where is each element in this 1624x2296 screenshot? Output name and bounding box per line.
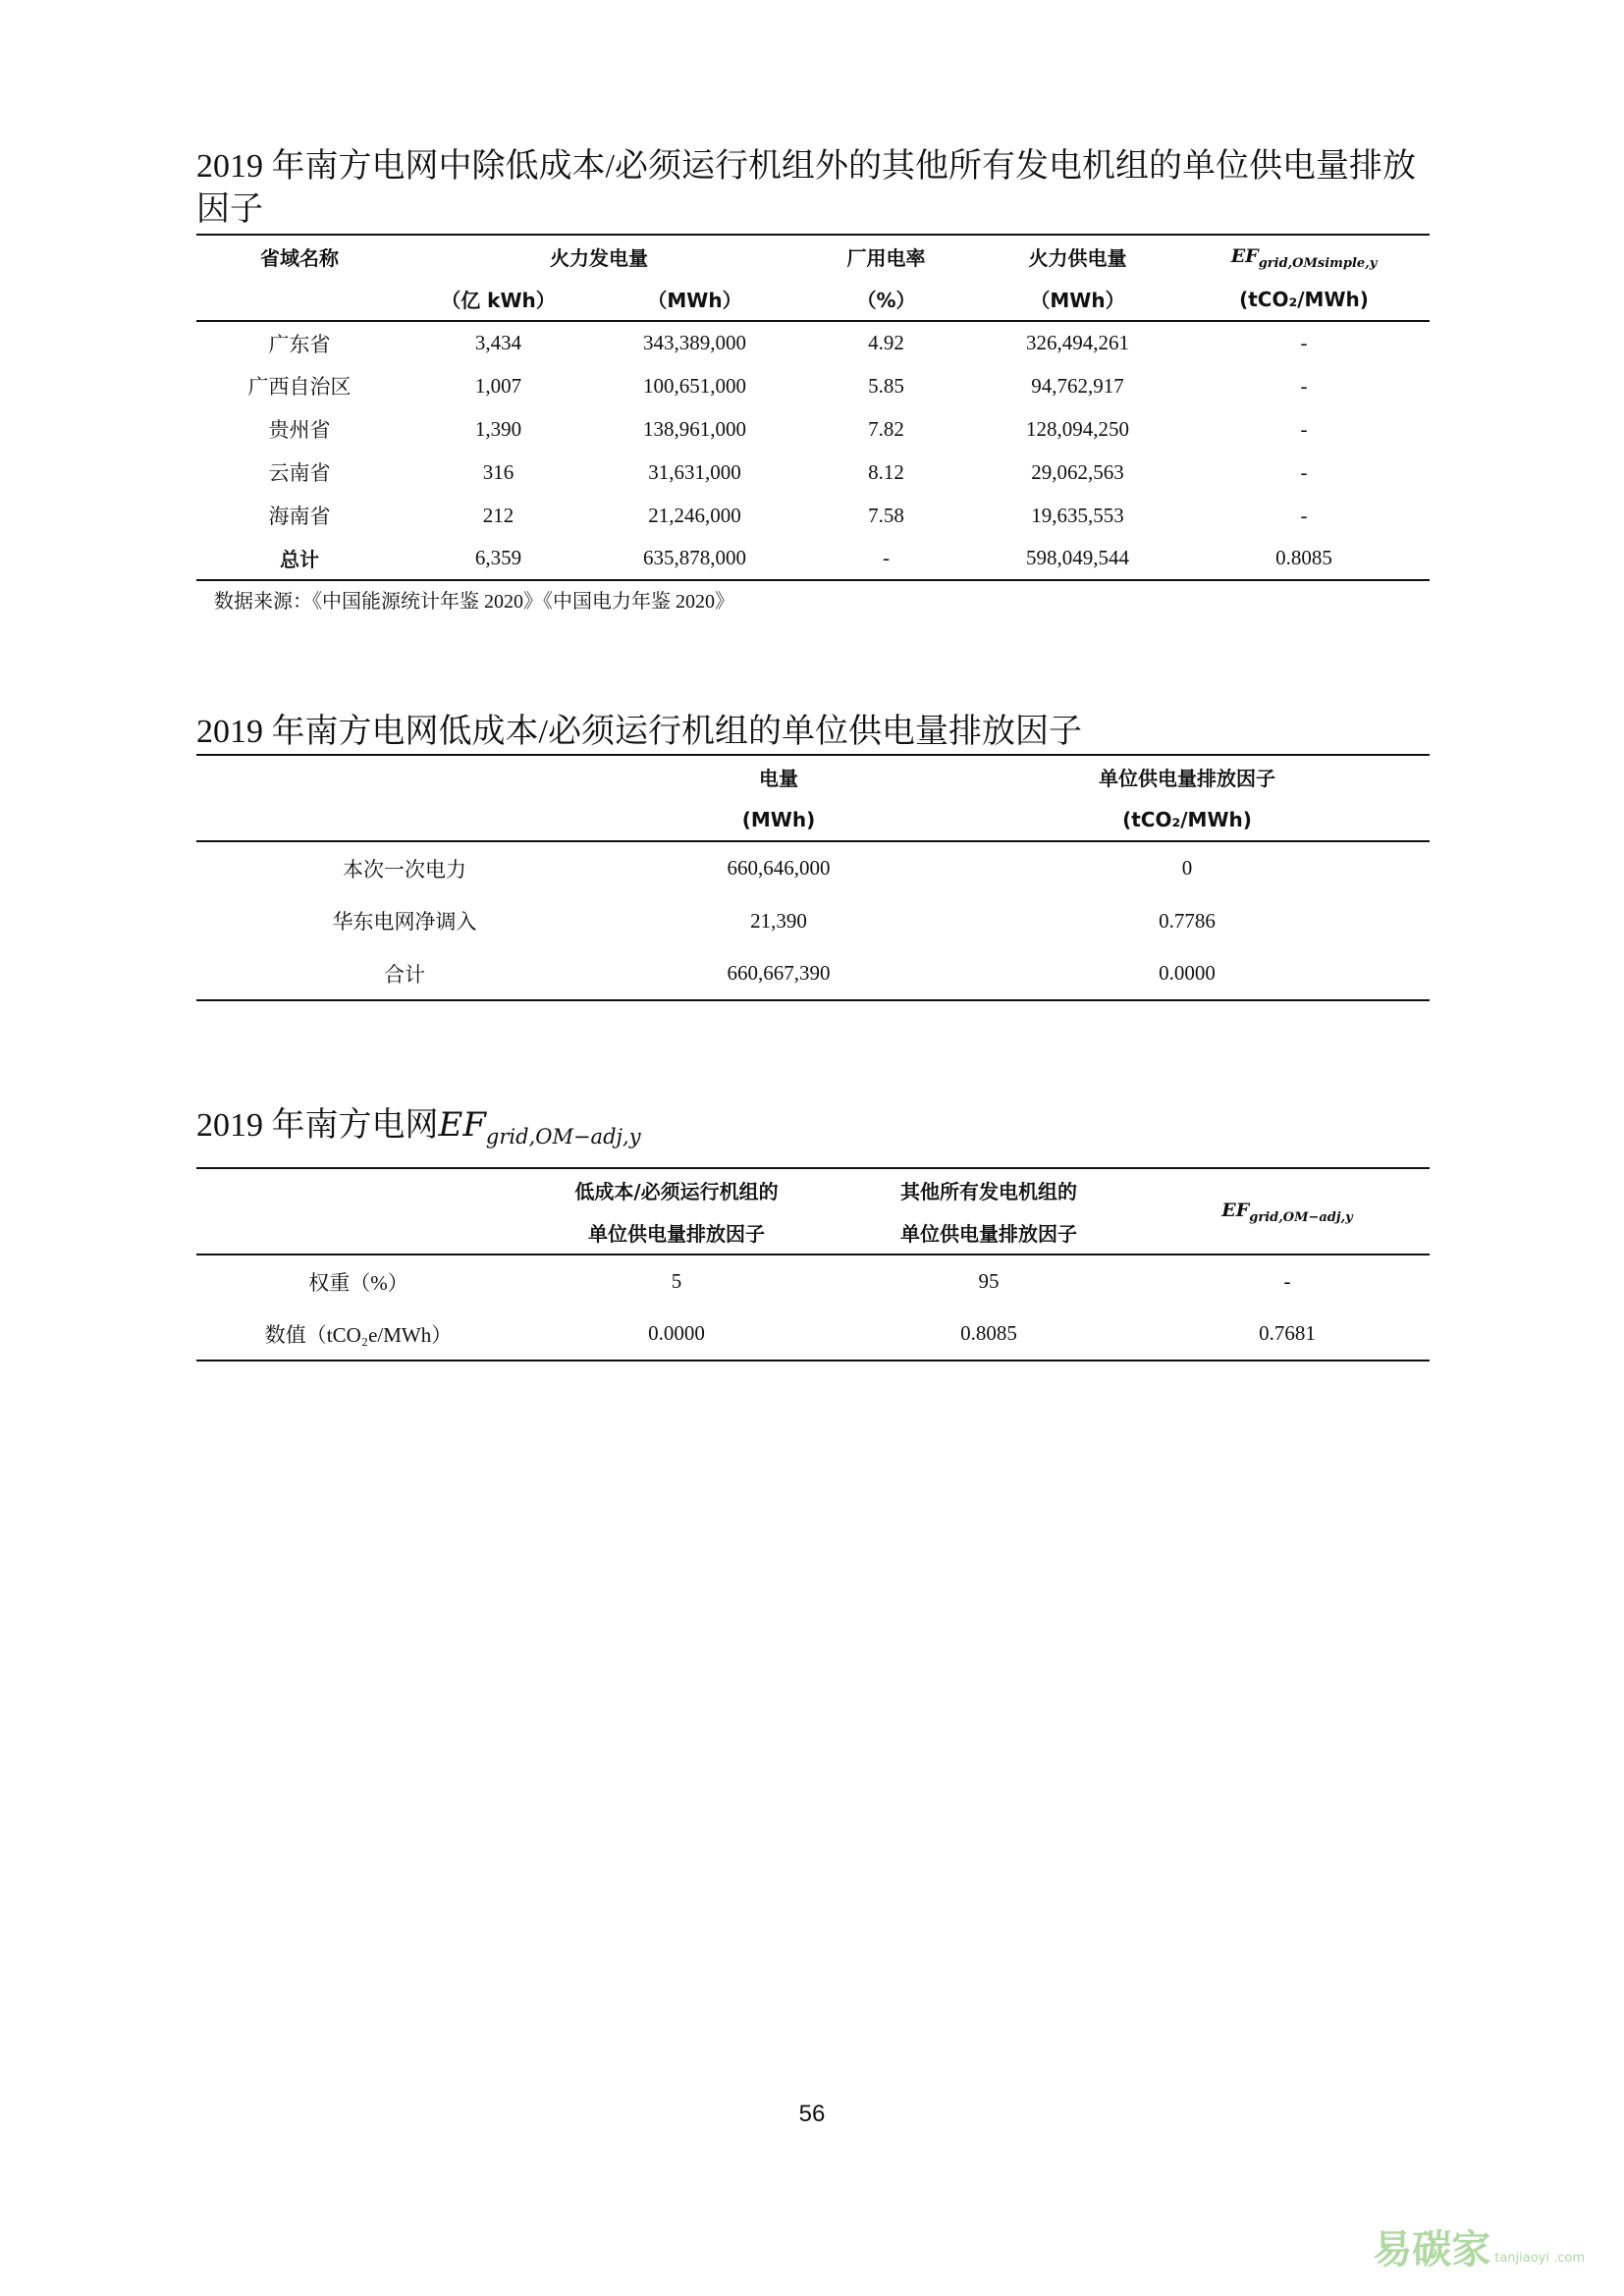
table1 xyxy=(196,234,1430,581)
watermark-domain: tanjiaoyi .com xyxy=(1494,2251,1585,2266)
th-ef-om-adj: $EF_{grid,OM-adj,y}$ xyxy=(1145,1168,1430,1255)
table3-title: 2019 年南方电网$EF_{grid,OM-adj,y}$ xyxy=(196,1105,641,1148)
cell-rate: 8.12 xyxy=(868,459,904,484)
table-row xyxy=(196,947,1430,1000)
table-row xyxy=(196,451,1430,494)
cell-supply: 598,049,544 xyxy=(1026,546,1129,569)
cell-name: 本次一次电力 xyxy=(343,857,466,881)
cell-name: 数值（tCO₂e/MWh） xyxy=(264,1322,453,1347)
th-ef-unit: (tCO₂/MWh) xyxy=(1122,807,1252,831)
cell-ef: 0 xyxy=(1181,856,1193,880)
th-unit-supply: （MWh） xyxy=(1030,289,1125,312)
cell-c2: 95 xyxy=(978,1269,1000,1293)
cell-name: 广东省 xyxy=(268,332,331,356)
cell-gen-yi: 3,434 xyxy=(474,331,522,354)
cell-gen-mwh: 100,651,000 xyxy=(643,373,746,398)
th-thermal-gen: 火力发电量 xyxy=(550,246,648,270)
cell-c3: 0.7681 xyxy=(1259,1321,1316,1345)
cell-gen-mwh: 21,246,000 xyxy=(648,503,741,527)
cell-name: 广西自治区 xyxy=(247,375,352,399)
cell-name: 总计 xyxy=(280,548,319,571)
page-number: 56 xyxy=(798,2101,826,2127)
th-ef: $EF_{grid,OMsimple,y}$ xyxy=(1230,244,1378,271)
cell-name: 权重（%） xyxy=(308,1270,408,1295)
th-power-unit: (MWh) xyxy=(741,807,816,831)
cell-gen-mwh: 138,961,000 xyxy=(643,416,746,441)
cell-name: 华东电网净调入 xyxy=(332,910,477,934)
cell-gen-yi: 6,359 xyxy=(474,546,522,569)
table-row xyxy=(196,364,1430,407)
cell-ef: - xyxy=(1300,459,1308,484)
table1-source-note: 数据来源：《中国能源统计年鉴 2020》《中国电力年鉴 2020》 xyxy=(214,591,734,613)
cell-c1: 0.0000 xyxy=(648,1321,705,1345)
table1-title: 2019 年南方电网中除低成本/必须运行机组外的其他所有发电机组的单位供电量排放因子 xyxy=(196,148,1416,228)
th-unit-rate: （%） xyxy=(856,289,916,312)
cell-supply: 128,094,250 xyxy=(1026,416,1129,441)
cell-rate: 7.82 xyxy=(868,416,904,441)
th-col2-line2: 单位供电量排放因子 xyxy=(900,1222,1077,1246)
table-row-total xyxy=(196,537,1430,580)
table-row xyxy=(196,494,1430,537)
cell-supply: 29,062,563 xyxy=(1031,459,1124,484)
th-unit-gen-yi: （亿 kWh） xyxy=(441,289,556,312)
th-plant-use: 厂用电率 xyxy=(846,246,926,270)
cell-ef: 0.0000 xyxy=(1159,961,1216,985)
cell-c2: 0.8085 xyxy=(960,1321,1017,1345)
cell-rate: 7.58 xyxy=(868,503,904,527)
th-province: 省域名称 xyxy=(260,246,339,270)
watermark xyxy=(1373,2218,1585,2274)
cell-ef: - xyxy=(1300,503,1308,527)
cell-ef: - xyxy=(1300,416,1308,441)
cell-power: 660,667,390 xyxy=(727,961,831,985)
cell-gen-yi: 1,390 xyxy=(474,416,522,441)
cell-supply: 94,762,917 xyxy=(1031,373,1124,398)
table-row xyxy=(196,1255,1430,1308)
th-col1-line2: 单位供电量排放因子 xyxy=(588,1222,765,1246)
cell-c3: - xyxy=(1283,1269,1291,1293)
cell-power: 660,646,000 xyxy=(727,856,831,880)
cell-name: 云南省 xyxy=(268,461,331,485)
table2-title: 2019 年南方电网低成本/必须运行机组的单位供电量排放因子 xyxy=(196,714,1082,750)
cell-gen-yi: 316 xyxy=(482,459,514,484)
cell-ef: - xyxy=(1300,373,1308,398)
table2 xyxy=(196,754,1430,1001)
th-col2-line1: 其他所有发电机组的 xyxy=(900,1180,1077,1203)
table-row xyxy=(196,1308,1430,1361)
cell-supply: 19,635,553 xyxy=(1031,503,1124,527)
cell-c1: 5 xyxy=(671,1269,682,1293)
cell-gen-yi: 1,007 xyxy=(474,373,522,398)
cell-gen-mwh: 31,631,000 xyxy=(648,459,741,484)
th-power: 电量 xyxy=(759,767,798,790)
table-row xyxy=(196,407,1430,451)
cell-ef: 0.7786 xyxy=(1159,908,1216,933)
cell-ef: - xyxy=(1300,331,1308,354)
th-unit-gen-mwh: （MWh） xyxy=(647,289,742,312)
cell-name: 海南省 xyxy=(268,505,331,528)
cell-gen-mwh: 635,878,000 xyxy=(643,546,746,569)
table-row xyxy=(196,321,1430,364)
cell-gen-yi: 212 xyxy=(482,503,514,527)
cell-supply: 326,494,261 xyxy=(1026,331,1129,354)
cell-power: 21,390 xyxy=(750,908,807,933)
cell-rate: 4.92 xyxy=(868,331,904,354)
cell-gen-mwh: 343,389,000 xyxy=(643,331,746,354)
th-thermal-supply: 火力供电量 xyxy=(1028,246,1127,270)
watermark-logo-text: 易碳家 xyxy=(1373,2227,1491,2272)
th-ef: 单位供电量排放因子 xyxy=(1099,767,1275,790)
cell-name: 贵州省 xyxy=(268,418,331,442)
cell-rate: 5.85 xyxy=(868,373,904,398)
th-col1-line1: 低成本/必须运行机组的 xyxy=(574,1180,779,1203)
table3 xyxy=(196,1167,1430,1362)
table-row xyxy=(196,894,1430,947)
th-unit-ef: (tCO₂/MWh) xyxy=(1239,287,1369,311)
cell-name: 合计 xyxy=(384,962,425,987)
table-row xyxy=(196,841,1430,894)
cell-rate: - xyxy=(883,546,890,569)
cell-ef: 0.8085 xyxy=(1275,546,1332,569)
